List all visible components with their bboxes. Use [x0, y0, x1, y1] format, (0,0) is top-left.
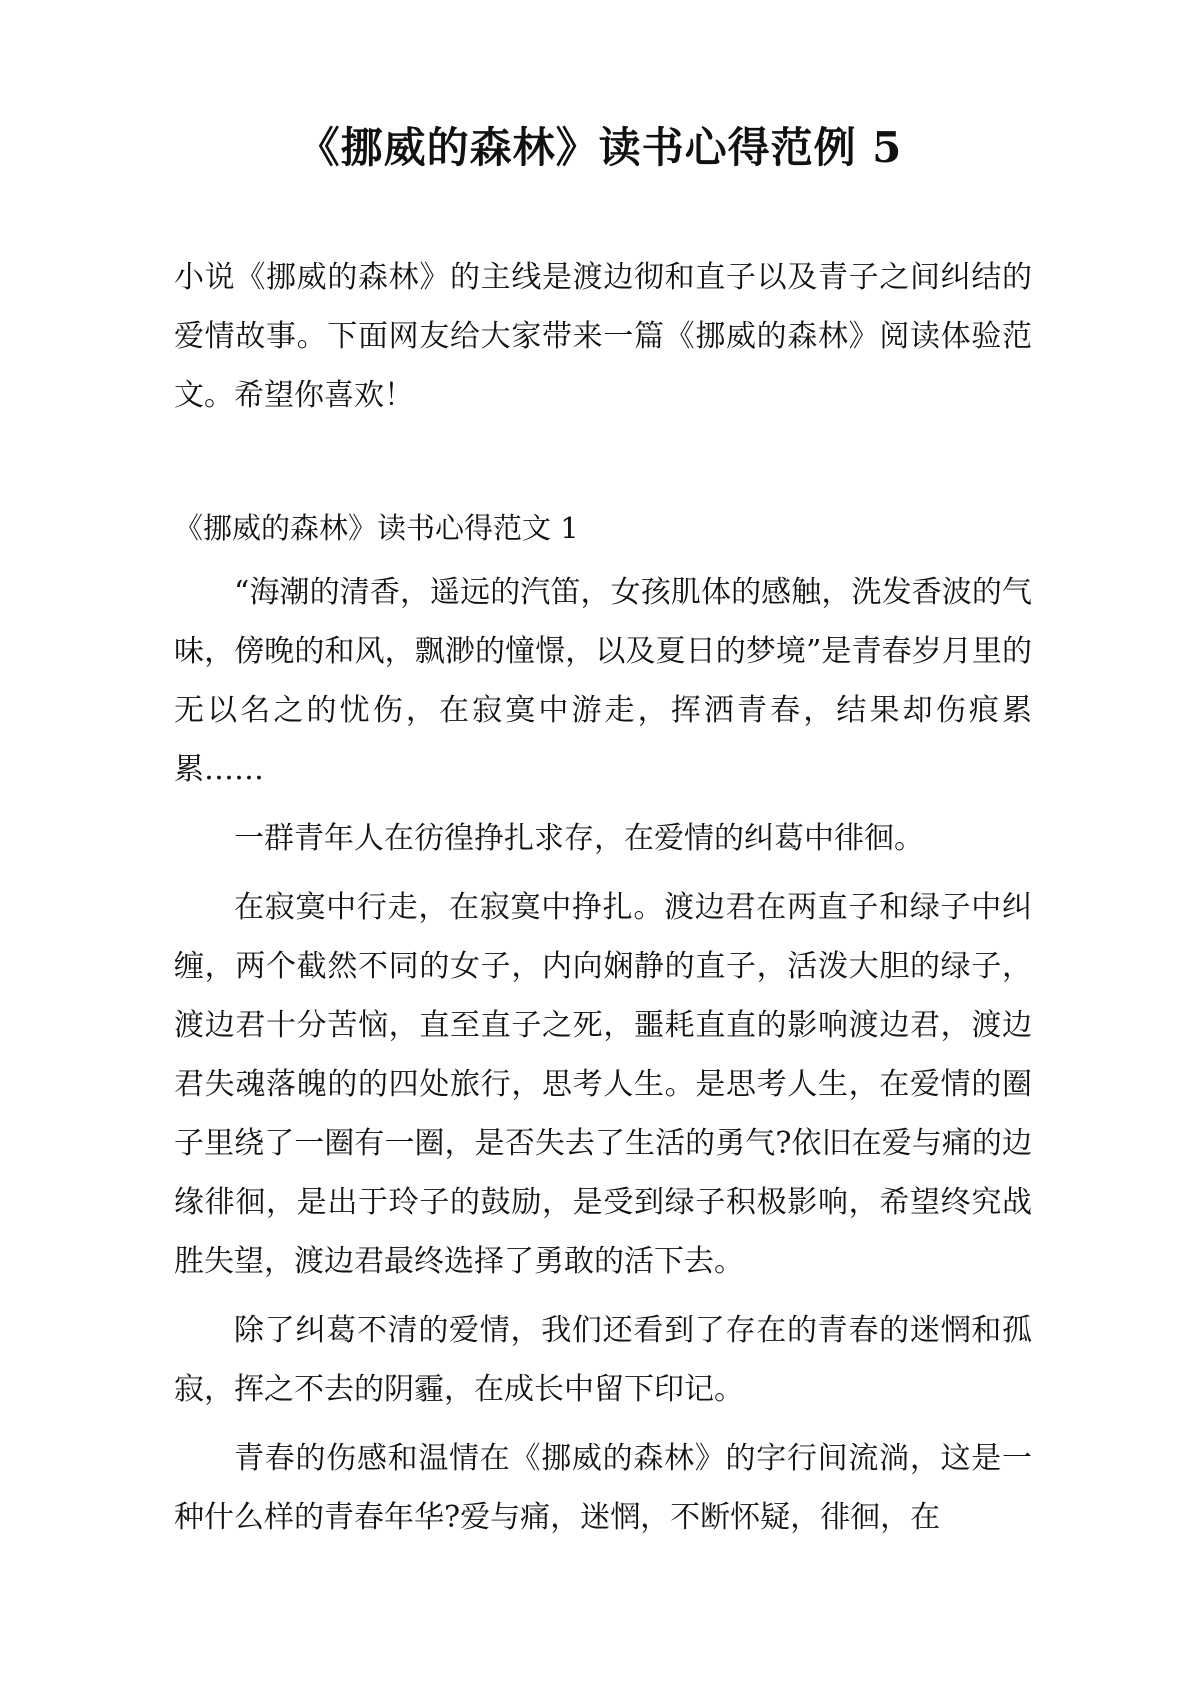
essay-paragraph: “海潮的清香，遥远的汽笛，女孩肌体的感触，洗发香波的气味，傍晚的和风，飘渺的憧憬，以及夏日的梦境”是青春岁月里的无以名之的忧伤，在寂寞中游走，挥洒青春，结果却伤痕累累…… [174, 575, 1032, 787]
essay-paragraph: 除了纠葛不清的爱情，我们还看到了存在的青春的迷惘和孤寂，挥之不去的阴霾，在成长中留下印记。 [174, 1313, 1032, 1407]
essay-paragraph: 在寂寞中行走，在寂寞中挣扎。渡边君在两直子和绿子中纠缠，两个截然不同的女子，内向娴静的直子，活泼大胆的绿子，渡边君十分苦恼，直至直子之死，噩耗直直的影响渡边君，渡边君失魂落魄的的四处旅行，思考人生。是思考人生，在爱情的圈子里绕了一圈有一圈，是否失去了生活的勇气?依旧在爱与痛的边缘徘徊，是出于玲子的鼓励，是受到绿子积极影响，希望终究战胜失望，渡边君最终选择了勇敢的活下去。 [174, 890, 1032, 1279]
essay-paragraph: 青春的伤感和温情在《挪威的森林》的字行间流淌，这是一种什么样的青春年华?爱与痛，迷惘，不断怀疑，徘徊，在 [174, 1441, 1032, 1535]
essay-body [174, 563, 1032, 1557]
essay-paragraph: 一群青年人在彷徨挣扎求存，在爱情的纠葛中徘徊。 [234, 821, 924, 856]
intro-paragraph: 小说《挪威的森林》的主线是渡边彻和直子以及青子之间纠结的爱情故事。下面网友给大家带来一篇《挪威的森林》阅读体验范文。希望你喜欢！ [174, 260, 1032, 413]
section-heading: 《挪威的森林》读书心得范文 1 [174, 511, 579, 545]
document-title: 《挪威的森林》读书心得范例 5 [297, 123, 903, 172]
